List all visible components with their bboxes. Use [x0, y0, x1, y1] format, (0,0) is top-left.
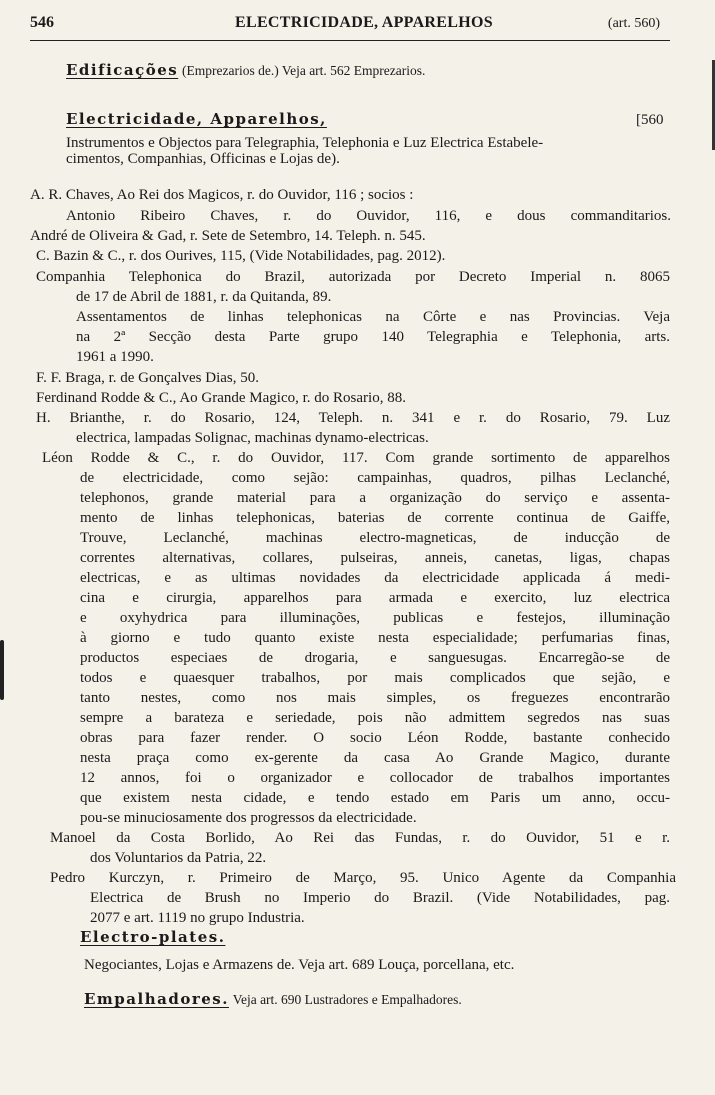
- page-number: 546: [30, 14, 54, 31]
- running-header: [30, 14, 660, 40]
- entry-line: productos especiaes de drogaria, e sanguesugas. Encarregão-se de: [80, 650, 670, 666]
- entry-line: H. Brianthe, r. do Rosario, 124, Teleph. n. 341 e r. do Rosario, 79. Luz: [36, 410, 670, 426]
- section-desc-line: cimentos, Companhias, Officinas e Lojas de).: [66, 151, 340, 167]
- entry-line: correntes alternativas, collares, pulseiras, anneis, canetas, ligas, chapas: [80, 550, 670, 566]
- header-rule: [30, 40, 670, 41]
- entry-line: electrica, lampadas Solignac, machinas dynamo-electricas.: [76, 430, 429, 446]
- scan-edge-mark: [0, 640, 4, 700]
- entry-line: todos e quaesquer trabalhos, por mais complicados que sejão, e: [80, 670, 670, 686]
- entry-line: na 2ª Secção desta Parte grupo 140 Telegraphia e Telephonia, arts.: [76, 329, 670, 345]
- entry-line: pou-se minuciosamente dos progressos da electricidade.: [80, 810, 417, 826]
- entry-line: A. R. Chaves, Ao Rei dos Magicos, r. do Ouvidor, 116 ; socios :: [30, 187, 414, 203]
- entry-line: de electricidade, como sejão: campainhas, quadros, pilhas Leclanché,: [80, 470, 670, 486]
- entry-line: 12 annos, foi o organizador e collocador de trabalhos importantes: [80, 770, 670, 786]
- header-title: ELECTRICIDADE, APPARELHOS: [235, 14, 493, 31]
- entry-line: Ferdinand Rodde & C., Ao Grande Magico, r. do Rosario, 88.: [36, 390, 406, 406]
- entry-line: Assentamentos de linhas telephonicas na Côrte e nas Provincias. Veja: [76, 309, 670, 325]
- entry-line: sempre a barateza e seriedade, pois não admittem segredos nas suas: [80, 710, 670, 726]
- section-title: Electricidade, Apparelhos,: [66, 110, 327, 128]
- entry-line: Pedro Kurczyn, r. Primeiro de Março, 95. Unico Agente da Companhia: [50, 870, 676, 886]
- entry-line: Léon Rodde & C., r. do Ouvidor, 117. Com grande sortimento de apparelhos: [42, 450, 670, 466]
- section-electricidade: [66, 110, 327, 129]
- section-desc-line: Instrumentos e Objectos para Telegraphia, Telephonia e Luz Electrica Estabele-: [66, 135, 544, 151]
- entry-line: à giorno e tudo quanto existe nesta especialidade; perfumarias finas,: [80, 630, 670, 646]
- entry-line: Companhia Telephonica do Brazil, autorizada por Decreto Imperial n. 8065: [36, 269, 670, 285]
- section-title: Empalhadores.: [84, 990, 229, 1008]
- entry-line: que existem nesta cidade, e tendo estado em Paris um anno, occu-: [80, 790, 670, 806]
- section-number: [560: [636, 112, 664, 128]
- entry-line: 1961 a 1990.: [76, 349, 154, 365]
- section-text: (Emprezarios de.) Veja art. 562 Emprezarios.: [182, 63, 426, 78]
- entry-line: telephonos, grande material para a organização do serviço e assenta-: [80, 490, 670, 506]
- section-edificacoes: [66, 61, 425, 80]
- entry-line: 2077 e art. 1119 no grupo Industria.: [90, 910, 305, 926]
- entry-line: Trouve, Leclanché, machinas electro-magneticas, de inducção de: [80, 530, 670, 546]
- entry-line: obras para fazer render. O socio Léon Rodde, bastante conhecido: [80, 730, 670, 746]
- entry-line: Antonio Ribeiro Chaves, r. do Ouvidor, 116, e dous commanditarios.: [66, 208, 671, 224]
- section-title: Edificações: [66, 61, 179, 79]
- section-empalhadores: [84, 990, 462, 1009]
- section-title: Electro-plates.: [80, 928, 226, 946]
- entry-line: Manoel da Costa Borlido, Ao Rei das Fundas, r. do Ouvidor, 51 e r.: [50, 830, 670, 846]
- entry-line: nesta praça como ex-gerente da casa Ao Grande Magico, durante: [80, 750, 670, 766]
- header-art-ref: (art. 560): [607, 16, 660, 31]
- section-electroplates: [80, 928, 225, 947]
- entry-line: e oxyhydrica para illuminações, publicas e festejos, illuminação: [80, 610, 670, 626]
- section-text: Veja art. 690 Lustradores e Empalhadores.: [232, 992, 462, 1007]
- entry-line: mento de linhas telephonicas, baterias de corrente continua de Gaiffe,: [80, 510, 670, 526]
- section-text: Negociantes, Lojas e Armazens de. Veja art. 689 Louça, porcellana, etc.: [84, 957, 515, 973]
- entry-line: cina e cirurgia, apparelhos para armada e exercito, luz electrica: [80, 590, 670, 606]
- entry-line: dos Voluntarios da Patria, 22.: [90, 850, 267, 866]
- entry-line: Electrica de Brush no Imperio do Brazil. (Vide Notabilidades, pag.: [90, 890, 670, 906]
- entry-line: C. Bazin & C., r. dos Ourives, 115, (Vide Notabilidades, pag. 2012).: [36, 248, 446, 264]
- entry-line: F. F. Braga, r. de Gonçalves Dias, 50.: [36, 370, 259, 386]
- entry-line: André de Oliveira & Gad, r. Sete de Setembro, 14. Teleph. n. 545.: [30, 228, 426, 244]
- entry-line: electricas, e as ultimas novidades da electricidade applicada á medi-: [80, 570, 670, 586]
- entry-line: tanto nestes, como nos mais simples, os freguezes encontrarão: [80, 690, 670, 706]
- entry-line: de 17 de Abril de 1881, r. da Quitanda, 89.: [76, 289, 332, 305]
